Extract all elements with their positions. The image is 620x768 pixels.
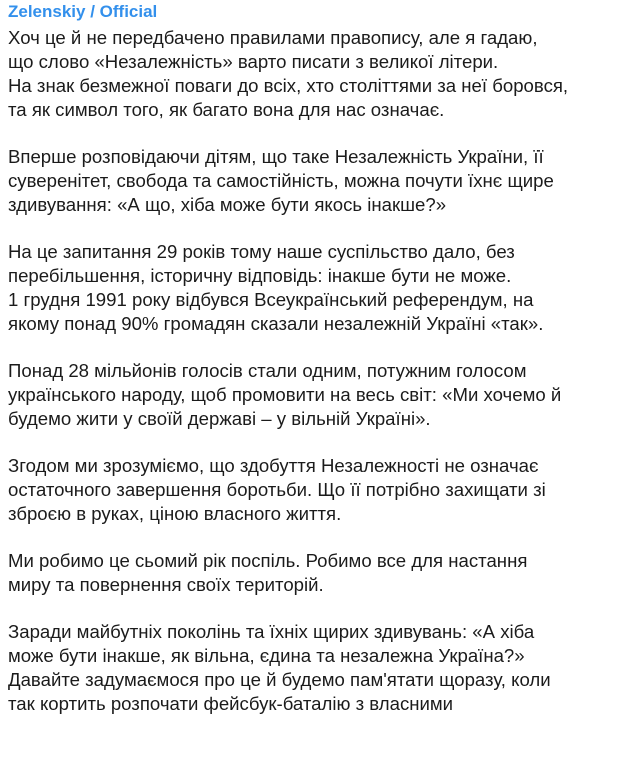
text-line: зброєю в руках, ціною власного життя. bbox=[8, 503, 342, 524]
text-line: перебільшення, історичну відповідь: інакше бути не може. bbox=[8, 265, 512, 286]
text-line: На це запитання 29 років тому наше суспільство дало, без bbox=[8, 241, 515, 262]
text-line: остаточного завершення боротьби. Що її потрібно захищати зі bbox=[8, 479, 546, 500]
text-line: здивування: «А що, хіба може бути якось інакше?» bbox=[8, 194, 447, 215]
text-line: так кортить розпочати фейсбук-баталію з власними bbox=[8, 693, 454, 714]
text-line: якому понад 90% громадян сказали незалежній Україні «так». bbox=[8, 313, 544, 334]
message-paragraph-7 bbox=[8, 620, 612, 716]
text-line: Вперше розповідаючи дітям, що таке Незалежність України, її bbox=[8, 146, 544, 167]
text-line: Згодом ми зрозуміємо, що здобуття Незалежності не означає bbox=[8, 455, 539, 476]
text-line: Ми робимо це сьомий рік поспіль. Робимо все для настання bbox=[8, 550, 528, 571]
text-line: та як символ того, як багато вона для нас означає. bbox=[8, 99, 445, 120]
message-paragraph-6 bbox=[8, 549, 612, 597]
text-line: На знак безмежної поваги до всіх, хто століттями за неї боровся, bbox=[8, 75, 569, 96]
text-line: що слово «Незалежність» варто писати з великої літери. bbox=[8, 51, 499, 72]
message-paragraph-3 bbox=[8, 240, 612, 336]
text-line: Давайте задумаємося про це й будемо пам'ятати щоразу, коли bbox=[8, 669, 551, 690]
message-paragraph-1 bbox=[8, 26, 612, 122]
text-line: Заради майбутніх поколінь та їхніх щирих здивувань: «А хіба bbox=[8, 621, 535, 642]
channel-name[interactable]: Zelenskiy / Official bbox=[8, 2, 158, 21]
text-line: українського народу, щоб промовити на весь світ: «Ми хочемо й bbox=[8, 384, 562, 405]
text-line: миру та повернення своїх територій. bbox=[8, 574, 324, 595]
message-paragraph-4 bbox=[8, 359, 612, 431]
text-line: суверенітет, свобода та самостійність, можна почути їхнє щире bbox=[8, 170, 554, 191]
text-line: може бути інакше, як вільна, єдина та незалежна Україна?» bbox=[8, 645, 525, 666]
message-paragraph-2 bbox=[8, 145, 612, 217]
message-paragraph-5 bbox=[8, 454, 612, 526]
message-text bbox=[8, 26, 612, 716]
text-line: будемо жити у своїй державі – у вільній Україні». bbox=[8, 408, 431, 429]
text-line: Понад 28 мільйонів голосів стали одним, потужним голосом bbox=[8, 360, 527, 381]
text-line: 1 грудня 1991 року відбувся Всеукраїнський референдум, на bbox=[8, 289, 534, 310]
text-line: Хоч це й не передбачено правилами правопису, але я гадаю, bbox=[8, 27, 538, 48]
